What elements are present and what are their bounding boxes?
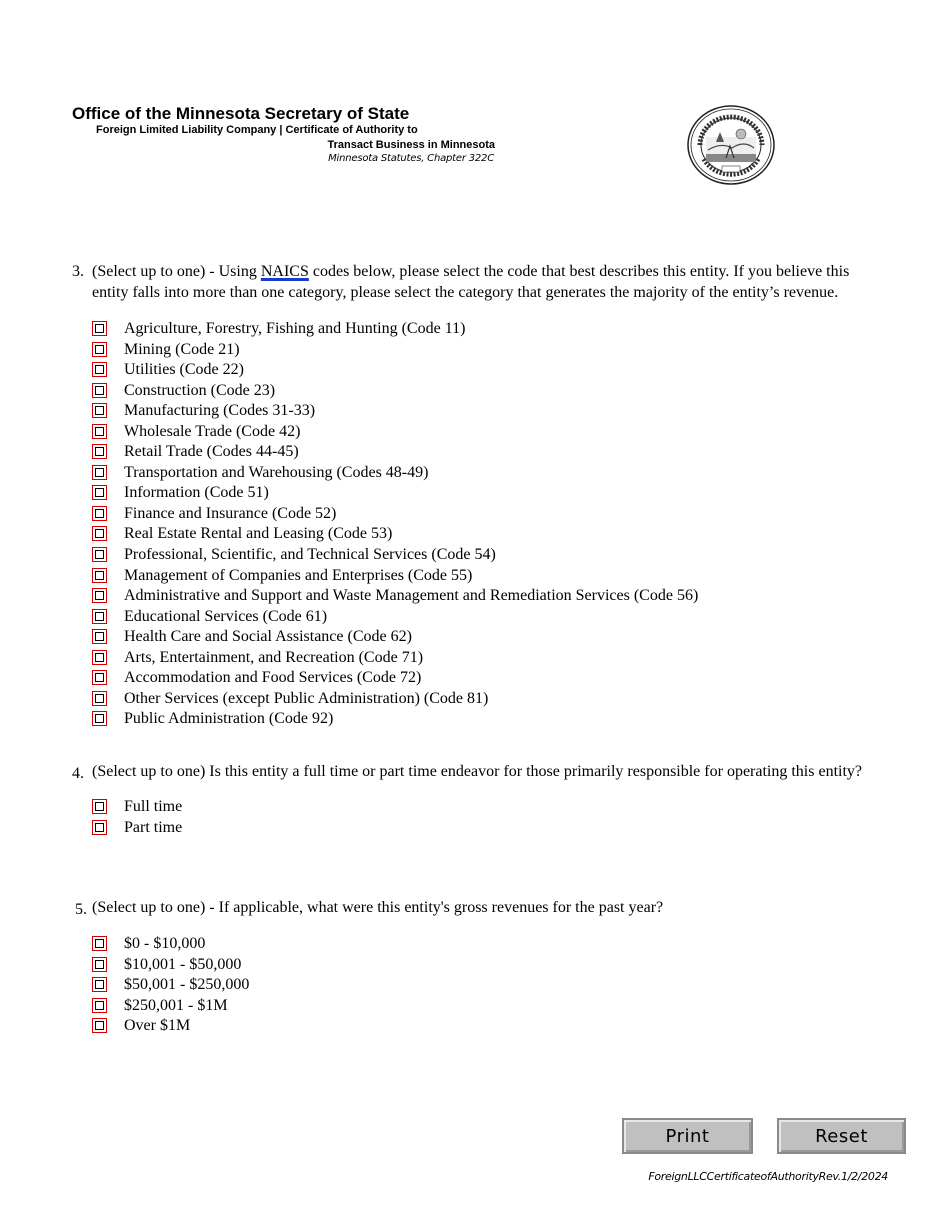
question-4-number: 4. — [72, 765, 84, 782]
naics-checkbox[interactable] — [92, 711, 107, 726]
naics-checkbox[interactable] — [92, 670, 107, 685]
form-subtitle-line1: Foreign Limited Liability Company | Certificate of Authority to — [96, 124, 418, 136]
revenue-option-label: $10,001 - $50,000 — [124, 955, 242, 973]
naics-checkbox[interactable] — [92, 485, 107, 500]
revenue-checkbox[interactable] — [92, 936, 107, 951]
naics-option-label: Arts, Entertainment, and Recreation (Code 71) — [124, 648, 424, 666]
revenue-option-label: $50,001 - $250,000 — [124, 976, 250, 994]
naics-checkbox[interactable] — [92, 506, 107, 521]
naics-checkbox[interactable] — [92, 465, 107, 480]
revenue-checkbox[interactable] — [92, 957, 107, 972]
question-3-text — [92, 261, 917, 303]
naics-checkbox[interactable] — [92, 588, 107, 603]
naics-option-label: Real Estate Rental and Leasing (Code 53) — [124, 525, 393, 543]
naics-option-label: Other Services (except Public Administration) (Code 81) — [124, 689, 489, 707]
question-5-text: (Select up to one) - If applicable, what were this entity's gross revenues for the past year? — [92, 899, 664, 916]
naics-option-label: Finance and Insurance (Code 52) — [124, 504, 337, 522]
naics-option-label: Utilities (Code 22) — [124, 361, 244, 379]
naics-option-label: Retail Trade (Codes 44-45) — [124, 443, 299, 461]
question-3-line2: entity falls into more than one category, please select the category that generates the majority of the entity’s revenue. — [92, 284, 839, 301]
naics-option-label: Educational Services (Code 61) — [124, 607, 328, 625]
naics-option-label: Administrative and Support and Waste Management and Remediation Services (Code 56) — [124, 587, 699, 605]
time-option-label: Full time — [124, 798, 183, 815]
naics-option-label: Management of Companies and Enterprises (Code 55) — [124, 566, 473, 584]
question-3-intro: (Select up to one) - Using — [92, 263, 261, 280]
question-4-text: (Select up to one) Is this entity a full time or part time endeavor for those primarily responsible for operating this entity? — [92, 763, 863, 780]
naics-link[interactable]: NAICS — [260, 263, 309, 280]
revenue-option-label: $250,001 - $1M — [124, 996, 228, 1014]
naics-option-label: Agriculture, Forestry, Fishing and Hunting (Code 11) — [124, 320, 466, 337]
naics-option-label: Manufacturing (Codes 31-33) — [124, 402, 316, 420]
naics-option-label: Professional, Scientific, and Technical Services (Code 54) — [124, 546, 496, 564]
naics-option-label: Mining (Code 21) — [124, 340, 240, 358]
state-seal-icon — [686, 104, 776, 186]
naics-option-label: Accommodation and Food Services (Code 72) — [124, 669, 422, 687]
time-checkbox[interactable] — [92, 820, 107, 835]
naics-checkbox[interactable] — [92, 526, 107, 541]
naics-checkbox[interactable] — [92, 609, 107, 624]
naics-checkbox[interactable] — [92, 321, 107, 336]
naics-option-label: Public Administration (Code 92) — [124, 710, 334, 728]
form-subtitle-line2: Transact Business in Minnesota — [327, 139, 495, 151]
naics-option-label: Information (Code 51) — [124, 484, 269, 502]
naics-checkbox[interactable] — [92, 691, 107, 706]
revenue-option-label: $0 - $10,000 — [124, 935, 206, 952]
naics-option-label: Health Care and Social Assistance (Code 62) — [124, 628, 412, 646]
reset-button[interactable]: Reset — [777, 1118, 906, 1154]
time-checkbox[interactable] — [92, 799, 107, 814]
form-revision-footer: ForeignLLCCertificateofAuthorityRev.1/2/2024 — [648, 1170, 888, 1183]
question-3-line1-rest: codes below, please select the code that best describes this entity. If you believe this — [308, 263, 850, 280]
naics-checkbox[interactable] — [92, 383, 107, 398]
naics-checkbox[interactable] — [92, 629, 107, 644]
naics-checkbox[interactable] — [92, 568, 107, 583]
page-title: Office of the Minnesota Secretary of State — [72, 104, 410, 123]
revenue-option-label: Over $1M — [124, 1017, 191, 1035]
naics-checkbox[interactable] — [92, 650, 107, 665]
naics-option-label: Construction (Code 23) — [124, 381, 276, 399]
naics-checkbox[interactable] — [92, 444, 107, 459]
naics-checkbox[interactable] — [92, 342, 107, 357]
time-option-label: Part time — [124, 818, 183, 836]
revenue-checkbox[interactable] — [92, 998, 107, 1013]
question-3-number: 3. — [72, 263, 84, 280]
revenue-checkbox[interactable] — [92, 1018, 107, 1033]
statute-reference: Minnesota Statutes, Chapter 322C — [328, 153, 494, 164]
naics-option-label: Transportation and Warehousing (Codes 48-49) — [124, 463, 429, 481]
naics-checkbox[interactable] — [92, 547, 107, 562]
revenue-checkbox[interactable] — [92, 977, 107, 992]
question-5-number: 5. — [75, 901, 87, 918]
naics-checkbox[interactable] — [92, 362, 107, 377]
naics-option-label: Wholesale Trade (Code 42) — [124, 422, 301, 440]
naics-checkbox[interactable] — [92, 403, 107, 418]
print-button[interactable]: Print — [622, 1118, 753, 1154]
naics-checkbox[interactable] — [92, 424, 107, 439]
